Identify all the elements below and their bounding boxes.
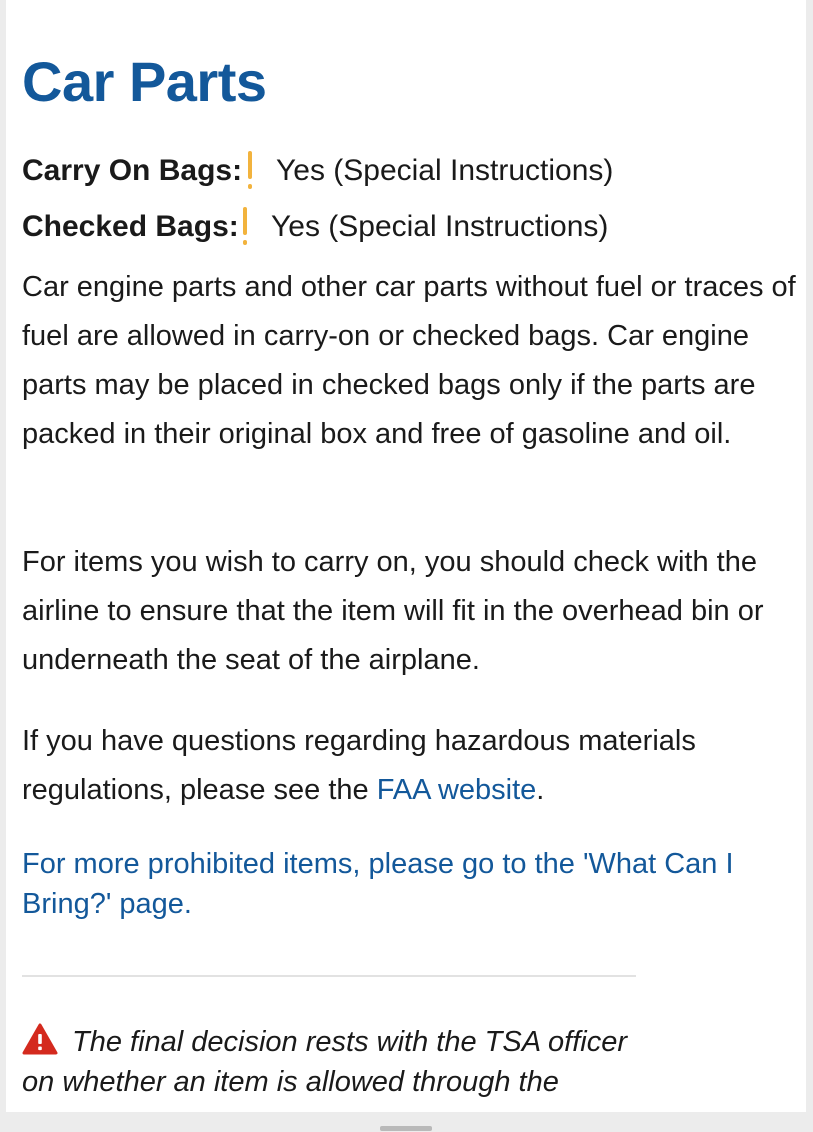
page-title: Car Parts <box>22 50 267 113</box>
content-card <box>6 0 806 1112</box>
scroll-handle[interactable] <box>380 1126 432 1131</box>
faa-website-link[interactable]: FAA website <box>376 774 537 806</box>
more-items-paragraph <box>22 844 782 924</box>
exclamation-icon <box>242 207 247 247</box>
tsa-notice-text: The final decision rests with the TSA officer on whether an item is allowed through the <box>22 1026 627 1098</box>
hazmat-text-end: . <box>536 774 545 806</box>
parts-rule-paragraph: Car engine parts and other car parts without fuel or traces of fuel are allowed in carry-on or checked bags. Car engine parts may be placed in checked bags only if the parts are packed in their original box and free of gasoline and oil. <box>22 271 796 450</box>
checked-bags-row <box>22 207 608 247</box>
divider <box>22 975 636 977</box>
tsa-notice <box>22 1022 652 1102</box>
alert-triangle-icon <box>22 1023 58 1055</box>
hazmat-text: If you have questions regarding hazardous materials regulations, please see the <box>22 725 696 806</box>
checked-bags-value: Yes (Special Instructions) <box>271 210 609 243</box>
carry-on-advice-paragraph: For items you wish to carry on, you should check with the airline to ensure that the item will fit in the overhead bin or underneath the seat of the airplane. <box>22 546 764 676</box>
hazmat-paragraph <box>22 717 802 815</box>
carry-on-value: Yes (Special Instructions) <box>276 154 614 187</box>
checked-bags-label: Checked Bags: <box>22 210 239 243</box>
what-can-i-bring-link[interactable]: For more prohibited items, please go to the 'What Can I Bring?' page. <box>22 848 734 920</box>
exclamation-icon <box>247 151 252 191</box>
carry-on-row <box>22 151 613 191</box>
carry-on-label: Carry On Bags: <box>22 154 243 187</box>
